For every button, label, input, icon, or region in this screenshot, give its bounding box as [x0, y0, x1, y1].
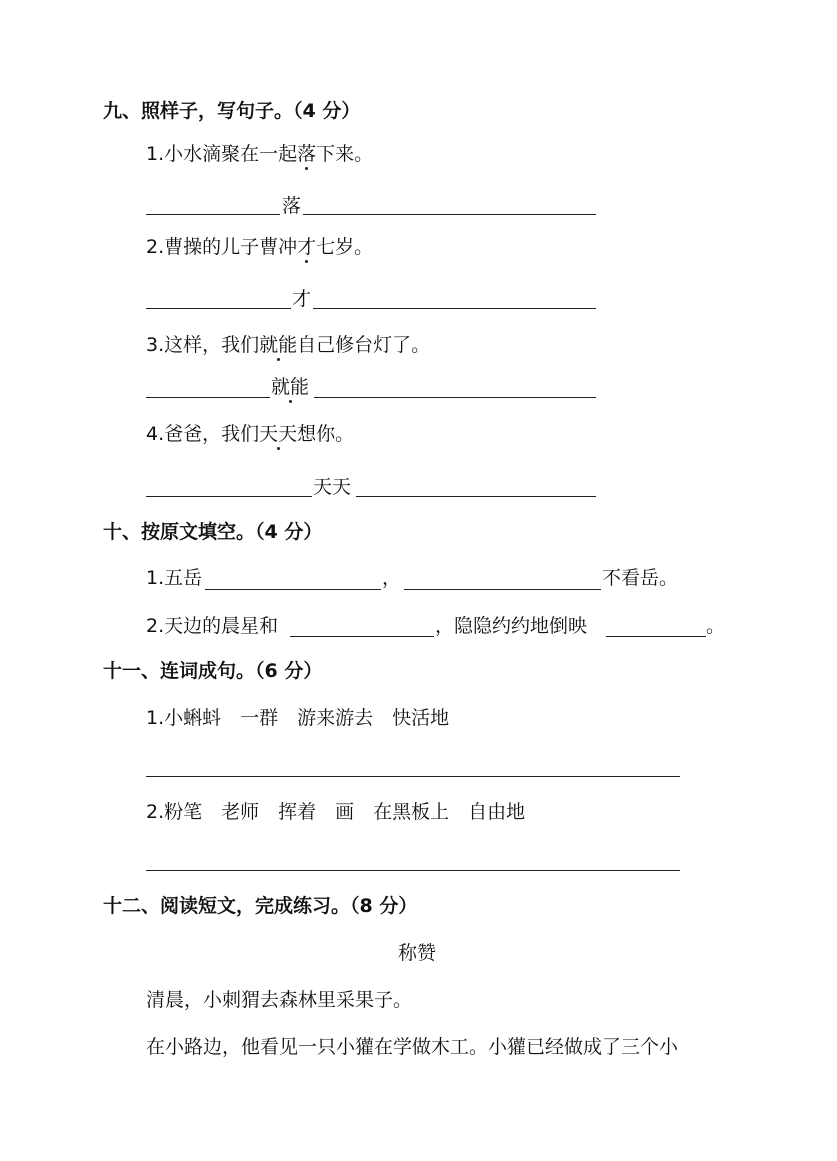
fill-line-2-start: 2.天边的晨星和	[146, 615, 279, 637]
example-sentence-2: 2.曹操的儿子曹冲才七岁。	[146, 236, 374, 258]
fill-line-1-start: 1.五岳	[146, 567, 203, 589]
fill-line-2-end: 。	[706, 615, 726, 637]
fill-blank-1a[interactable]	[205, 589, 381, 590]
answer-line-1b[interactable]	[303, 214, 596, 215]
section-11-title: 十一、连词成句。（6 分）	[103, 660, 323, 682]
word-group-1: 1.小蝌蚪 一群 游来游去 快活地	[146, 707, 450, 729]
answer-line-2b[interactable]	[313, 308, 596, 309]
sentence-answer-line-1[interactable]	[146, 776, 680, 777]
section-12-title: 十二、阅读短文，完成练习。（8 分）	[103, 895, 418, 917]
example-sentence-1: 1.小水滴聚在一起落下来。	[146, 143, 374, 165]
answer-line-2a[interactable]	[146, 308, 291, 309]
section-10-title: 十、按原文填空。（4 分）	[103, 521, 323, 543]
fill-blank-2b[interactable]	[606, 636, 706, 637]
answer-line-3b[interactable]	[314, 397, 596, 398]
story-title: 称赞	[398, 942, 437, 964]
fill-line-2-mid: ，隐隐约约地倒映	[435, 615, 588, 637]
answer-line-3a[interactable]	[146, 397, 270, 398]
word-group-2: 2.粉笔 老师 挥着 画 在黑板上 自由地	[146, 801, 526, 823]
answer-line-4a[interactable]	[146, 496, 312, 497]
answer-line-4b[interactable]	[356, 496, 596, 497]
example-sentence-3: 3.这样，我们就能自己修台灯了。	[146, 334, 431, 356]
section-9-title: 九、照样子，写句子。（4 分）	[103, 100, 361, 122]
story-paragraph-2: 在小路边，他看见一只小獾在学做木工。小獾已经做成了三个小	[146, 1036, 679, 1058]
answer-keyword-1: 落	[282, 195, 302, 217]
answer-keyword-2: 才	[292, 288, 312, 310]
fill-blank-2a[interactable]	[290, 636, 434, 637]
fill-blank-1b[interactable]	[404, 589, 601, 590]
answer-line-1a[interactable]	[146, 214, 280, 215]
answer-keyword-3: 就能	[271, 376, 310, 398]
example-sentence-4: 4.爸爸，我们天天想你。	[146, 423, 355, 445]
fill-line-1-end: 不看岳。	[602, 567, 679, 589]
sentence-answer-line-2[interactable]	[146, 870, 680, 871]
story-paragraph-1: 清晨，小刺猬去森林里采果子。	[146, 989, 413, 1011]
answer-keyword-4: 天天	[313, 476, 352, 498]
fill-line-1-comma: ，	[382, 567, 402, 589]
